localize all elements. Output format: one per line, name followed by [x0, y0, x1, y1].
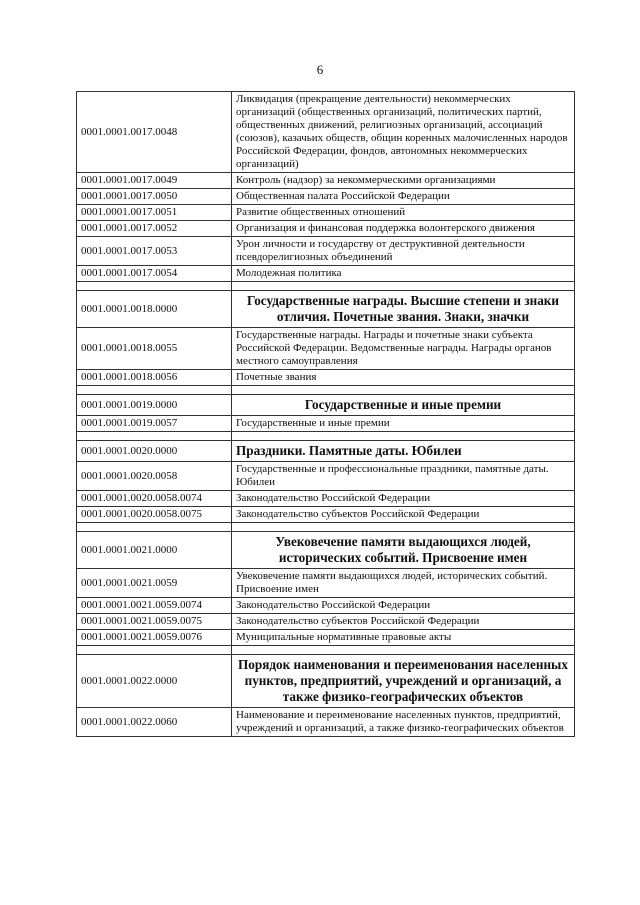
code-cell: 0001.0001.0020.0058.0075 — [77, 507, 232, 523]
description-cell: Государственные и профессиональные праздники, памятные даты. Юбилеи — [232, 462, 575, 491]
spacer-row — [77, 282, 575, 291]
table-row — [77, 92, 575, 173]
section-title-cell: Государственные и иные премии — [232, 395, 575, 416]
code-cell: 0001.0001.0021.0059.0076 — [77, 630, 232, 646]
description-cell: Государственные и иные премии — [232, 416, 575, 432]
description-cell: Муниципальные нормативные правовые акты — [232, 630, 575, 646]
description-cell — [232, 386, 575, 395]
section-header-row — [77, 532, 575, 569]
table-row — [77, 266, 575, 282]
code-cell — [77, 432, 232, 441]
description-cell: Увековечение памяти выдающихся людей, исторических событий. Присвоение имен — [232, 569, 575, 598]
table-row — [77, 569, 575, 598]
description-cell: Наименование и переименование населенных пунктов, предприятий, учреждений и организаций, а также физико-географических объектов — [232, 708, 575, 737]
description-cell: Общественная палата Российской Федерации — [232, 189, 575, 205]
code-cell — [77, 386, 232, 395]
spacer-row — [77, 432, 575, 441]
table-row — [77, 614, 575, 630]
code-cell: 0001.0001.0017.0048 — [77, 92, 232, 173]
table-row — [77, 328, 575, 370]
section-header-row — [77, 655, 575, 708]
table-row — [77, 630, 575, 646]
description-cell: Законодательство субъектов Российской Федерации — [232, 507, 575, 523]
section-title-cell: Увековечение памяти выдающихся людей, исторических событий. Присвоение имен — [232, 532, 575, 569]
table-row — [77, 507, 575, 523]
code-cell: 0001.0001.0020.0058.0074 — [77, 491, 232, 507]
code-cell: 0001.0001.0019.0057 — [77, 416, 232, 432]
description-cell — [232, 282, 575, 291]
description-cell: Развитие общественных отношений — [232, 205, 575, 221]
classifier-table — [76, 91, 575, 737]
code-cell: 0001.0001.0021.0000 — [77, 532, 232, 569]
section-header-row — [77, 441, 575, 462]
code-cell: 0001.0001.0018.0056 — [77, 370, 232, 386]
code-cell: 0001.0001.0017.0053 — [77, 237, 232, 266]
table-row — [77, 598, 575, 614]
spacer-row — [77, 646, 575, 655]
code-cell: 0001.0001.0017.0052 — [77, 221, 232, 237]
description-cell: Законодательство Российской Федерации — [232, 491, 575, 507]
description-cell: Законодательство субъектов Российской Федерации — [232, 614, 575, 630]
table-row — [77, 416, 575, 432]
spacer-row — [77, 386, 575, 395]
description-cell: Контроль (надзор) за некоммерческими организациями — [232, 173, 575, 189]
section-header-row — [77, 291, 575, 328]
description-cell: Урон личности и государству от деструктивной деятельности псевдорелигиозных объединений — [232, 237, 575, 266]
code-cell: 0001.0001.0017.0050 — [77, 189, 232, 205]
code-cell: 0001.0001.0017.0051 — [77, 205, 232, 221]
table-row — [77, 221, 575, 237]
code-cell: 0001.0001.0022.0000 — [77, 655, 232, 708]
table-body — [77, 92, 575, 737]
table-row — [77, 708, 575, 737]
code-cell — [77, 646, 232, 655]
description-cell: Ликвидация (прекращение деятельности) некоммерческих организаций (общественных организаций, политических партий, общественных движений, религиозных организаций, ассоциаций (союзов), казачьих обществ, общин коренных малочисленных народов Российской Федерации, фондов, автономных некоммерческих организаций) — [232, 92, 575, 173]
code-cell: 0001.0001.0019.0000 — [77, 395, 232, 416]
code-cell: 0001.0001.0018.0055 — [77, 328, 232, 370]
description-cell — [232, 646, 575, 655]
description-cell — [232, 523, 575, 532]
table-row — [77, 491, 575, 507]
code-cell — [77, 282, 232, 291]
page-number: 6 — [316, 62, 324, 77]
spacer-row — [77, 523, 575, 532]
description-cell: Организация и финансовая поддержка волонтерского движения — [232, 221, 575, 237]
table-row — [77, 237, 575, 266]
code-cell: 0001.0001.0021.0059 — [77, 569, 232, 598]
code-cell: 0001.0001.0022.0060 — [77, 708, 232, 737]
section-header-row — [77, 395, 575, 416]
code-cell: 0001.0001.0020.0058 — [77, 462, 232, 491]
description-cell: Почетные звания — [232, 370, 575, 386]
code-cell: 0001.0001.0021.0059.0074 — [77, 598, 232, 614]
code-cell: 0001.0001.0018.0000 — [77, 291, 232, 328]
section-title-cell: Праздники. Памятные даты. Юбилеи — [232, 441, 575, 462]
code-cell: 0001.0001.0020.0000 — [77, 441, 232, 462]
description-cell: Законодательство Российской Федерации — [232, 598, 575, 614]
code-cell: 0001.0001.0017.0054 — [77, 266, 232, 282]
code-cell: 0001.0001.0017.0049 — [77, 173, 232, 189]
section-title-cell: Порядок наименования и переименования населенных пунктов, предприятий, учреждений и организаций, а также физико-географических объектов — [232, 655, 575, 708]
description-cell — [232, 432, 575, 441]
table-row — [77, 173, 575, 189]
table-row — [77, 205, 575, 221]
description-cell: Государственные награды. Награды и почетные знаки субъекта Российской Федерации. Ведомственные награды. Награды органов местного самоуправления — [232, 328, 575, 370]
code-cell — [77, 523, 232, 532]
table-row — [77, 462, 575, 491]
code-cell: 0001.0001.0021.0059.0075 — [77, 614, 232, 630]
section-title-cell: Государственные награды. Высшие степени и знаки отличия. Почетные звания. Знаки, значки — [232, 291, 575, 328]
table-row — [77, 370, 575, 386]
description-cell: Молодежная политика — [232, 266, 575, 282]
table-row — [77, 189, 575, 205]
